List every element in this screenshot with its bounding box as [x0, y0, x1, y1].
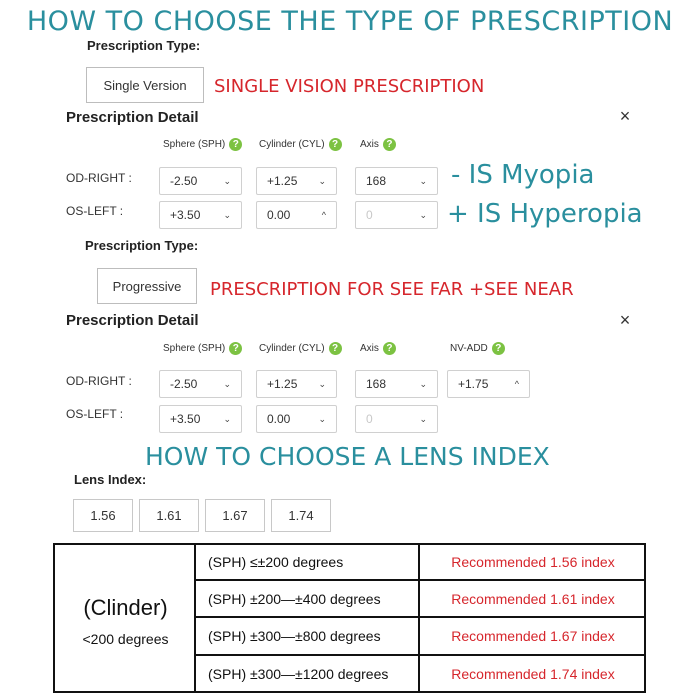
cylinder-column-label: Cylinder (CYL): [259, 139, 325, 150]
close-icon[interactable]: ×: [619, 310, 631, 330]
od-cylinder-select[interactable]: [256, 370, 337, 398]
od-cylinder-value: +1.25: [267, 377, 298, 391]
os-sphere-select[interactable]: [159, 201, 242, 229]
os-axis-select[interactable]: [355, 405, 438, 433]
od-cylinder-value: +1.25: [267, 174, 298, 188]
nv-add-column-header: [450, 342, 505, 355]
chevron-down-icon: ⌄: [419, 209, 427, 220]
od-nv-add-select[interactable]: [447, 370, 530, 398]
recommendation-cell: Recommended 1.56 index: [451, 554, 615, 570]
chevron-down-icon: ⌄: [318, 175, 326, 186]
axis-column-header: [360, 138, 396, 151]
od-axis-select[interactable]: [355, 167, 438, 195]
od-sphere-value: -2.50: [170, 174, 198, 188]
os-sphere-value: +3.50: [170, 208, 201, 222]
lens-index-label: Lens Index:: [74, 472, 147, 487]
sphere-column-label: Sphere (SPH): [163, 343, 226, 354]
help-icon[interactable]: ?: [329, 342, 342, 355]
table-row: [196, 545, 644, 581]
sph-range-cell: (SPH) ±300—±800 degrees: [196, 618, 420, 654]
chevron-up-icon: ^: [321, 210, 326, 220]
nv-add-column-label: NV-ADD: [450, 343, 488, 354]
od-axis-select[interactable]: [355, 370, 438, 398]
table-row: [196, 618, 644, 656]
prescription-type-label: Prescription Type:: [87, 38, 201, 53]
hyperopia-note: + IS Hyperopia: [447, 199, 643, 229]
help-icon[interactable]: ?: [229, 342, 242, 355]
os-sphere-value: +3.50: [170, 412, 201, 426]
od-nv-add-value: +1.75: [458, 377, 489, 391]
cylinder-subtitle: <200 degrees: [82, 631, 169, 647]
page-title: HOW TO CHOOSE THE TYPE OF PRESCRIPTION: [26, 6, 674, 37]
cylinder-column-header: [259, 342, 342, 355]
help-icon[interactable]: ?: [229, 138, 242, 151]
lens-index-1-56-button[interactable]: 1.56: [73, 499, 133, 532]
os-axis-select[interactable]: [355, 201, 438, 229]
od-sphere-select[interactable]: [159, 167, 242, 195]
os-cylinder-select[interactable]: [256, 405, 337, 433]
axis-column-label: Axis: [360, 139, 379, 150]
help-icon[interactable]: ?: [383, 138, 396, 151]
table-row: [196, 581, 644, 618]
recommendation-cell: Recommended 1.74 index: [451, 665, 615, 682]
lens-recommendation-table: [53, 543, 646, 693]
os-axis-value: 0: [366, 208, 373, 222]
close-icon[interactable]: ×: [619, 106, 631, 126]
help-icon[interactable]: ?: [329, 138, 342, 151]
sphere-column-header: [163, 138, 242, 151]
axis-column-label: Axis: [360, 343, 379, 354]
recommendation-cell: Recommended 1.61 index: [451, 590, 615, 607]
chevron-down-icon: ⌄: [318, 413, 326, 424]
od-sphere-select[interactable]: [159, 370, 242, 398]
sphere-column-header: [163, 342, 242, 355]
sph-range-cell: (SPH) ±300—±1200 degrees: [196, 656, 420, 691]
os-axis-value: 0: [366, 412, 373, 426]
chevron-up-icon: ^: [514, 379, 519, 389]
sph-range-cell: (SPH) ≤±200 degrees: [196, 545, 420, 579]
prescription-detail-label: Prescription Detail: [66, 109, 199, 126]
cylinder-title: (Clinder): [83, 595, 168, 620]
myopia-note: - IS Myopia: [451, 160, 595, 190]
os-cylinder-value: 0.00: [267, 412, 291, 426]
single-vision-note: SINGLE VISION PRESCRIPTION: [214, 76, 485, 97]
od-right-label: OD-RIGHT :: [66, 171, 132, 185]
table-row: [196, 656, 644, 691]
os-sphere-select[interactable]: [159, 405, 242, 433]
os-left-label: OS-LEFT :: [66, 204, 124, 218]
od-axis-value: 168: [366, 174, 387, 188]
chevron-down-icon: ⌄: [223, 378, 231, 389]
cylinder-column-label: Cylinder (CYL): [259, 343, 325, 354]
recommendation-cell: Recommended 1.67 index: [451, 628, 615, 644]
cylinder-cell: [55, 545, 196, 691]
chevron-down-icon: ⌄: [223, 209, 231, 220]
sphere-column-label: Sphere (SPH): [163, 139, 226, 150]
chevron-down-icon: ⌄: [419, 175, 427, 186]
help-icon[interactable]: ?: [383, 342, 396, 355]
sph-range-cell: (SPH) ±200—±400 degrees: [196, 581, 420, 616]
chevron-down-icon: ⌄: [419, 413, 427, 424]
lens-index-heading: HOW TO CHOOSE A LENS INDEX: [145, 442, 550, 471]
axis-column-header: [360, 342, 396, 355]
chevron-down-icon: ⌄: [419, 378, 427, 389]
od-right-label: OD-RIGHT :: [66, 374, 132, 388]
help-icon[interactable]: ?: [492, 342, 505, 355]
chevron-down-icon: ⌄: [318, 378, 326, 389]
prescription-type-progressive-button[interactable]: Progressive: [97, 268, 197, 304]
os-cylinder-select[interactable]: [256, 201, 337, 229]
chevron-down-icon: ⌄: [223, 175, 231, 186]
od-axis-value: 168: [366, 377, 387, 391]
prescription-type-single-vision-button[interactable]: Single Version: [86, 67, 204, 103]
prescription-type-label: Prescription Type:: [85, 238, 199, 253]
os-cylinder-value: 0.00: [267, 208, 291, 222]
prescription-detail-label: Prescription Detail: [66, 312, 199, 329]
chevron-down-icon: ⌄: [223, 413, 231, 424]
od-cylinder-select[interactable]: [256, 167, 337, 195]
od-sphere-value: -2.50: [170, 377, 198, 391]
lens-index-1-67-button[interactable]: 1.67: [205, 499, 265, 532]
os-left-label: OS-LEFT :: [66, 407, 124, 421]
lens-index-1-74-button[interactable]: 1.74: [271, 499, 331, 532]
cylinder-column-header: [259, 138, 342, 151]
progressive-note: PRESCRIPTION FOR SEE FAR +SEE NEAR: [210, 279, 574, 300]
lens-index-1-61-button[interactable]: 1.61: [139, 499, 199, 532]
